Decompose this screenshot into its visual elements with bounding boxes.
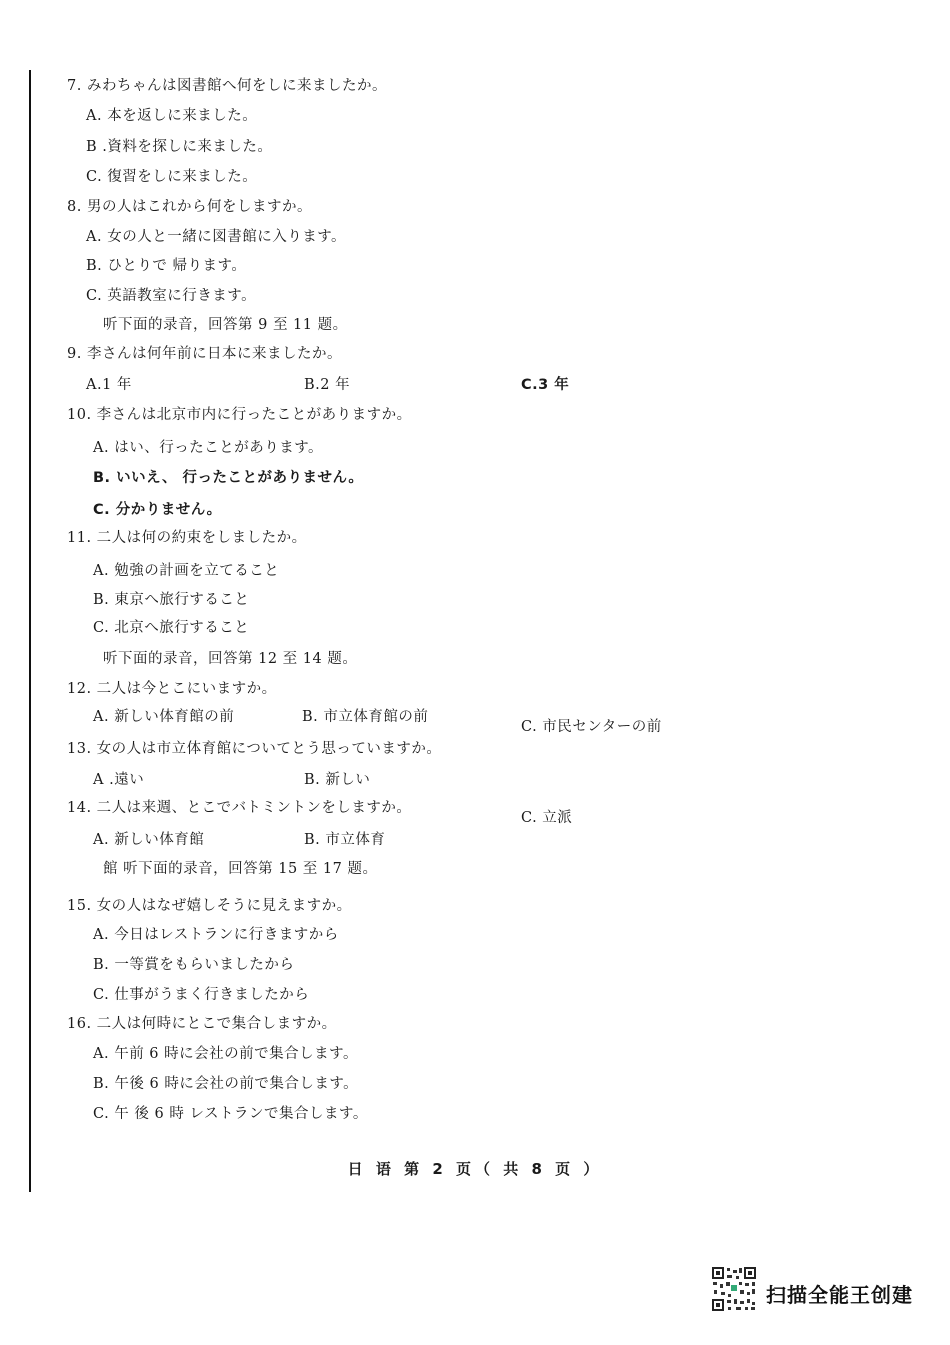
- question-8-stem: 8. 男の人はこれから何をしますか。: [67, 199, 312, 215]
- question-12-stem: 12. 二人は今とこにいますか。: [67, 681, 277, 697]
- question-14-option-b: B. 市立体育: [304, 832, 386, 848]
- question-13-option-b: B. 新しい: [304, 772, 371, 788]
- question-13-stem: 13. 女の人は市立体育館についてとう思っていますか。: [67, 741, 442, 757]
- page-footer: 日 语 第 2 页（ 共 8 页 ）: [347, 1160, 603, 1178]
- question-16-option-c: C. 午 後 6 時 レストランで集合します。: [93, 1106, 368, 1122]
- question-8-option-a: A. 女の人と一緒に図書館に入ります。: [86, 229, 347, 245]
- question-15-option-b: B. 一等賞をもらいましたから: [93, 957, 295, 973]
- question-11-option-c: C. 北京へ旅行すること: [93, 620, 250, 636]
- question-8-option-b: B. ひとりで 帰ります。: [86, 258, 247, 274]
- question-7-option-c: C. 復習をしに来ました。: [86, 169, 258, 185]
- question-12-option-c: C. 市民センターの前: [521, 719, 662, 735]
- question-11-option-b: B. 東京へ旅行すること: [93, 592, 250, 608]
- question-12-option-b: B. 市立体育館の前: [302, 709, 429, 725]
- question-9-option-c: C.3 年: [521, 377, 570, 393]
- question-7-option-a: A. 本を返しに来ました。: [86, 108, 258, 124]
- question-10-stem: 10. 李さんは北京市内に行ったことがありますか。: [67, 407, 412, 423]
- question-15-stem: 15. 女の人はなぜ嬉しそうに見えますか。: [67, 898, 352, 914]
- question-7-stem: 7. みわちゃんは図書館へ何をしに来ましたか。: [67, 78, 387, 94]
- question-8-option-c: C. 英語教室に行きます。: [86, 288, 257, 304]
- question-10-option-c: C. 分かりません。: [93, 502, 222, 518]
- question-16-stem: 16. 二人は何時にとこで集合しますか。: [67, 1016, 337, 1032]
- question-12-option-a: A. 新しい体育館の前: [93, 709, 235, 725]
- instruction-12-14: 听下面的录音，回答第 12 至 14 题。: [103, 651, 358, 667]
- question-9-option-a: A.1 年: [86, 377, 132, 393]
- question-10-option-a: A. はい、行ったことがあります。: [93, 440, 324, 456]
- question-16-option-b: B. 午後 6 時に会社の前で集合します。: [93, 1076, 359, 1092]
- instruction-15-17: 館 听下面的录音，回答第 15 至 17 题。: [103, 861, 378, 877]
- question-16-option-a: A. 午前 6 時に会社の前で集合します。: [93, 1046, 358, 1062]
- question-9-stem: 9. 李さんは何年前に日本に来ましたか。: [67, 346, 342, 362]
- question-11-stem: 11. 二人は何の約束をしましたか。: [67, 530, 307, 546]
- question-15-option-a: A. 今日はレストランに行きますから: [93, 927, 339, 943]
- scanner-brand-label: 扫描全能王创建: [766, 1283, 913, 1307]
- question-11-option-a: A. 勉強の計画を立てること: [93, 563, 280, 579]
- question-13-option-a: A .遠い: [93, 772, 145, 788]
- question-7-option-b: B .資料を探しに来ました。: [86, 139, 273, 155]
- question-14-stem: 14. 二人は来週、とこでバトミントンをしますか。: [67, 800, 412, 816]
- question-15-option-c: C. 仕事がうまく行きましたから: [93, 987, 310, 1003]
- question-10-option-b: B. いいえ、 行ったことがありません。: [93, 470, 364, 486]
- instruction-9-11: 听下面的录音，回答第 9 至 11 题。: [103, 317, 348, 333]
- qr-code-icon: [711, 1266, 757, 1312]
- question-14-option-c: C. 立派: [521, 810, 573, 826]
- question-14-option-a: A. 新しい体育館: [93, 832, 205, 848]
- question-9-option-b: B.2 年: [304, 377, 351, 393]
- margin-rule: [29, 70, 31, 1192]
